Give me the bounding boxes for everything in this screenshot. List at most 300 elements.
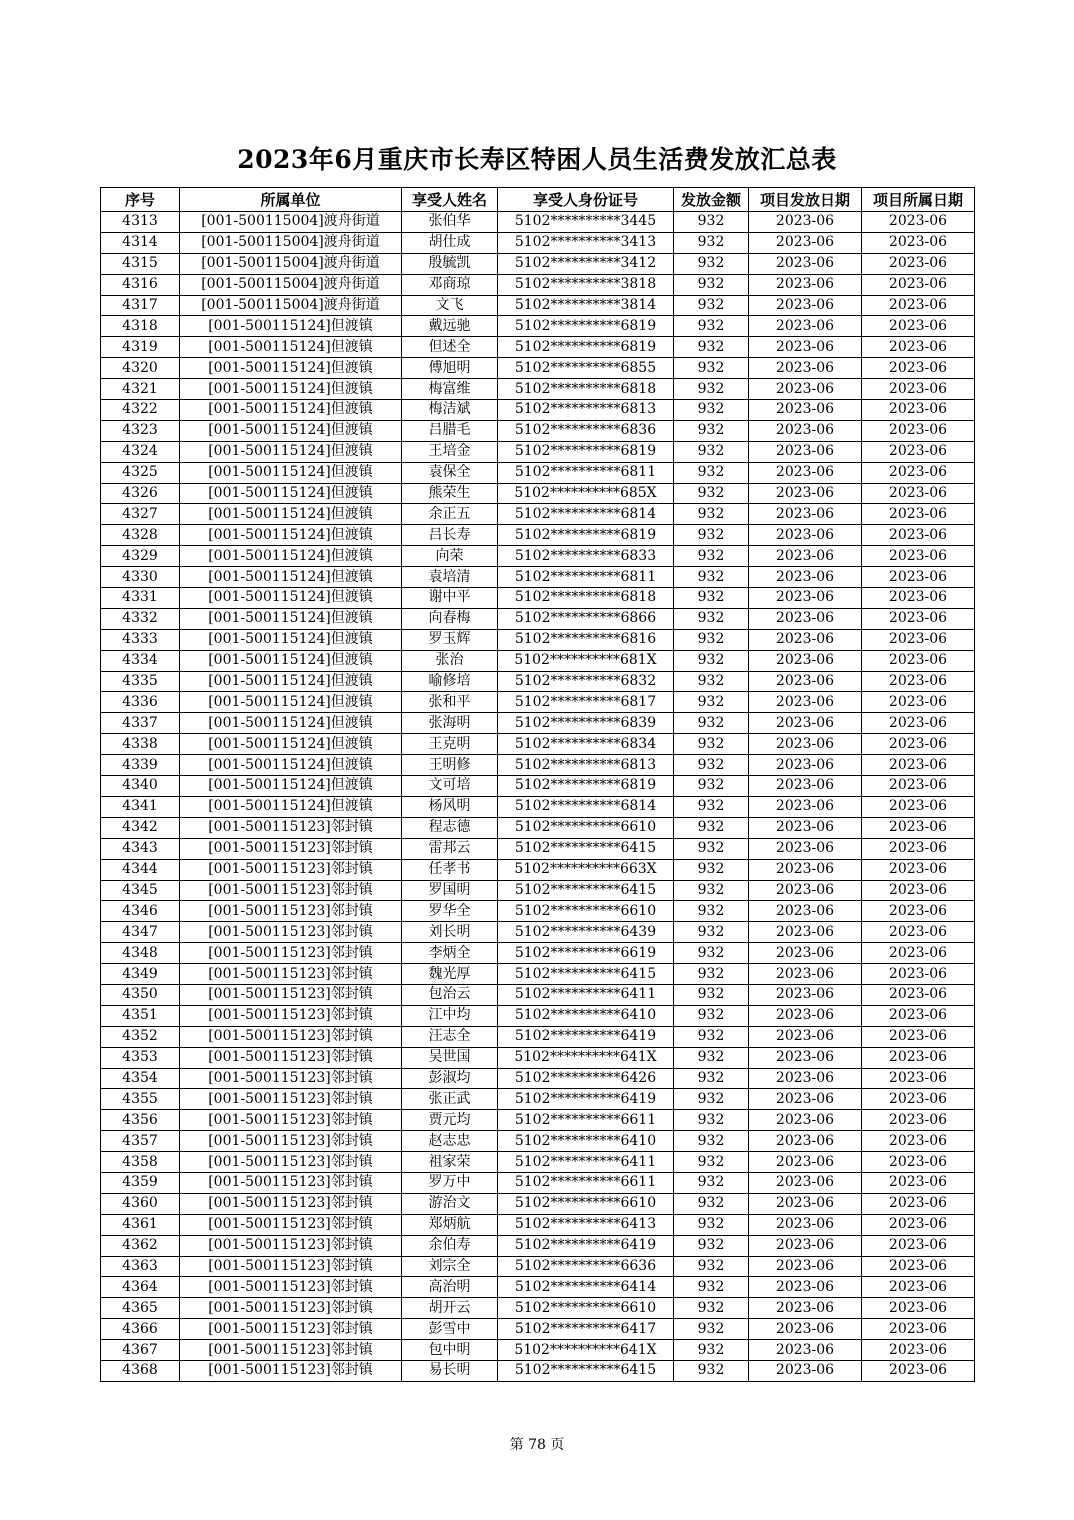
cell-col-amount: 932 [674, 462, 749, 483]
cell-col-issue-date: 2023-06 [749, 838, 862, 859]
cell-col-name: 赵志忠 [402, 1131, 498, 1152]
cell-col-index: 4337 [101, 713, 180, 734]
cell-col-unit: [001-500115124]但渡镇 [180, 755, 402, 776]
cell-col-unit: [001-500115123]邻封镇 [180, 838, 402, 859]
table-row [101, 546, 975, 567]
table-row [101, 943, 975, 964]
cell-col-index: 4320 [101, 358, 180, 379]
cell-col-amount: 932 [674, 1152, 749, 1173]
cell-col-index: 4330 [101, 567, 180, 588]
cell-col-name: 傅旭明 [402, 358, 498, 379]
header-col-period-date: 项目所属日期 [862, 188, 975, 212]
cell-col-amount: 932 [674, 1172, 749, 1193]
cell-col-period-date: 2023-06 [862, 608, 975, 629]
cell-col-index: 4313 [101, 212, 180, 233]
cell-col-unit: [001-500115123]邻封镇 [180, 901, 402, 922]
cell-col-issue-date: 2023-06 [749, 964, 862, 985]
cell-col-period-date: 2023-06 [862, 295, 975, 316]
cell-col-unit: [001-500115123]邻封镇 [180, 817, 402, 838]
table-row [101, 838, 975, 859]
cell-col-issue-date: 2023-06 [749, 1277, 862, 1298]
cell-col-period-date: 2023-06 [862, 1047, 975, 1068]
page-number: 第 78 页 [509, 1437, 565, 1453]
cell-col-period-date: 2023-06 [862, 776, 975, 797]
cell-col-issue-date: 2023-06 [749, 671, 862, 692]
cell-col-id-number: 5102**********6866 [498, 608, 674, 629]
cell-col-period-date: 2023-06 [862, 1360, 975, 1381]
cell-col-amount: 932 [674, 212, 749, 233]
cell-col-amount: 932 [674, 776, 749, 797]
cell-col-period-date: 2023-06 [862, 1026, 975, 1047]
table-row [101, 671, 975, 692]
cell-col-unit: [001-500115123]邻封镇 [180, 1068, 402, 1089]
cell-col-index: 4322 [101, 400, 180, 421]
cell-col-issue-date: 2023-06 [749, 462, 862, 483]
cell-col-issue-date: 2023-06 [749, 253, 862, 274]
table-row [101, 984, 975, 1005]
cell-col-period-date: 2023-06 [862, 1131, 975, 1152]
cell-col-index: 4348 [101, 943, 180, 964]
cell-col-index: 4365 [101, 1298, 180, 1319]
table-row [101, 379, 975, 400]
cell-col-name: 梅富维 [402, 379, 498, 400]
cell-col-amount: 932 [674, 546, 749, 567]
cell-col-period-date: 2023-06 [862, 629, 975, 650]
cell-col-issue-date: 2023-06 [749, 1089, 862, 1110]
table-row [101, 358, 975, 379]
cell-col-name: 戴远驰 [402, 316, 498, 337]
cell-col-unit: [001-500115123]邻封镇 [180, 1152, 402, 1173]
cell-col-id-number: 5102**********6414 [498, 1277, 674, 1298]
cell-col-amount: 932 [674, 441, 749, 462]
cell-col-index: 4321 [101, 379, 180, 400]
cell-col-amount: 932 [674, 901, 749, 922]
table-row [101, 567, 975, 588]
cell-col-index: 4360 [101, 1193, 180, 1214]
table-row [101, 337, 975, 358]
cell-col-index: 4356 [101, 1110, 180, 1131]
cell-col-unit: [001-500115124]但渡镇 [180, 316, 402, 337]
table-row [101, 1089, 975, 1110]
cell-col-amount: 932 [674, 400, 749, 421]
cell-col-period-date: 2023-06 [862, 337, 975, 358]
cell-col-unit: [001-500115123]邻封镇 [180, 984, 402, 1005]
cell-col-name: 文飞 [402, 295, 498, 316]
table-row [101, 1340, 975, 1361]
cell-col-amount: 932 [674, 984, 749, 1005]
cell-col-name: 吕腊毛 [402, 420, 498, 441]
table-row [101, 1298, 975, 1319]
cell-col-issue-date: 2023-06 [749, 212, 862, 233]
cell-col-unit: [001-500115123]邻封镇 [180, 1256, 402, 1277]
cell-col-issue-date: 2023-06 [749, 629, 862, 650]
cell-col-period-date: 2023-06 [862, 713, 975, 734]
cell-col-amount: 932 [674, 525, 749, 546]
cell-col-period-date: 2023-06 [862, 755, 975, 776]
cell-col-unit: [001-500115123]邻封镇 [180, 1340, 402, 1361]
cell-col-amount: 932 [674, 567, 749, 588]
table-row [101, 483, 975, 504]
cell-col-id-number: 5102**********6839 [498, 713, 674, 734]
cell-col-id-number: 5102**********3818 [498, 274, 674, 295]
cell-col-period-date: 2023-06 [862, 1089, 975, 1110]
table-row [101, 504, 975, 525]
cell-col-unit: [001-500115123]邻封镇 [180, 1089, 402, 1110]
table-row [101, 316, 975, 337]
cell-col-id-number: 5102**********6834 [498, 734, 674, 755]
cell-col-period-date: 2023-06 [862, 379, 975, 400]
cell-col-name: 魏光厚 [402, 964, 498, 985]
cell-col-index: 4357 [101, 1131, 180, 1152]
cell-col-id-number: 5102**********6816 [498, 629, 674, 650]
cell-col-unit: [001-500115123]邻封镇 [180, 1131, 402, 1152]
cell-col-name: 吕长寿 [402, 525, 498, 546]
cell-col-id-number: 5102**********6419 [498, 1089, 674, 1110]
cell-col-unit: [001-500115123]邻封镇 [180, 1005, 402, 1026]
cell-col-index: 4331 [101, 588, 180, 609]
cell-col-unit: [001-500115123]邻封镇 [180, 1235, 402, 1256]
cell-col-name: 袁保全 [402, 462, 498, 483]
cell-col-issue-date: 2023-06 [749, 1193, 862, 1214]
table-row [101, 274, 975, 295]
cell-col-period-date: 2023-06 [862, 964, 975, 985]
cell-col-unit: [001-500115123]邻封镇 [180, 943, 402, 964]
table-row [101, 1319, 975, 1340]
cell-col-name: 雷邦云 [402, 838, 498, 859]
cell-col-issue-date: 2023-06 [749, 776, 862, 797]
table-row [101, 901, 975, 922]
cell-col-period-date: 2023-06 [862, 1340, 975, 1361]
cell-col-issue-date: 2023-06 [749, 295, 862, 316]
cell-col-issue-date: 2023-06 [749, 588, 862, 609]
cell-col-amount: 932 [674, 692, 749, 713]
cell-col-index: 4335 [101, 671, 180, 692]
cell-col-amount: 932 [674, 1110, 749, 1131]
cell-col-issue-date: 2023-06 [749, 692, 862, 713]
cell-col-id-number: 5102**********681X [498, 650, 674, 671]
cell-col-period-date: 2023-06 [862, 588, 975, 609]
cell-col-unit: [001-500115123]邻封镇 [180, 1193, 402, 1214]
cell-col-unit: [001-500115124]但渡镇 [180, 379, 402, 400]
cell-col-index: 4352 [101, 1026, 180, 1047]
cell-col-id-number: 5102**********6832 [498, 671, 674, 692]
cell-col-id-number: 5102**********663X [498, 859, 674, 880]
cell-col-id-number: 5102**********6814 [498, 504, 674, 525]
cell-col-amount: 932 [674, 1256, 749, 1277]
cell-col-name: 游治文 [402, 1193, 498, 1214]
cell-col-index: 4349 [101, 964, 180, 985]
cell-col-name: 高治明 [402, 1277, 498, 1298]
cell-col-period-date: 2023-06 [862, 1068, 975, 1089]
cell-col-unit: [001-500115123]邻封镇 [180, 1319, 402, 1340]
cell-col-name: 杨风明 [402, 796, 498, 817]
cell-col-index: 4333 [101, 629, 180, 650]
cell-col-unit: [001-500115124]但渡镇 [180, 400, 402, 421]
cell-col-name: 罗华全 [402, 901, 498, 922]
table-row [101, 755, 975, 776]
cell-col-name: 向荣 [402, 546, 498, 567]
cell-col-unit: [001-500115123]邻封镇 [180, 1026, 402, 1047]
cell-col-unit: [001-500115123]邻封镇 [180, 1110, 402, 1131]
cell-col-period-date: 2023-06 [862, 692, 975, 713]
cell-col-unit: [001-500115004]渡舟街道 [180, 253, 402, 274]
cell-col-unit: [001-500115124]但渡镇 [180, 420, 402, 441]
cell-col-index: 4367 [101, 1340, 180, 1361]
cell-col-unit: [001-500115004]渡舟街道 [180, 232, 402, 253]
cell-col-amount: 932 [674, 1131, 749, 1152]
cell-col-period-date: 2023-06 [862, 1319, 975, 1340]
cell-col-id-number: 5102**********6811 [498, 567, 674, 588]
cell-col-unit: [001-500115123]邻封镇 [180, 859, 402, 880]
cell-col-unit: [001-500115124]但渡镇 [180, 650, 402, 671]
cell-col-period-date: 2023-06 [862, 212, 975, 233]
cell-col-issue-date: 2023-06 [749, 567, 862, 588]
cell-col-period-date: 2023-06 [862, 859, 975, 880]
cell-col-unit: [001-500115004]渡舟街道 [180, 295, 402, 316]
cell-col-index: 4332 [101, 608, 180, 629]
cell-col-name: 贾元均 [402, 1110, 498, 1131]
cell-col-issue-date: 2023-06 [749, 1172, 862, 1193]
cell-col-issue-date: 2023-06 [749, 1319, 862, 1340]
cell-col-period-date: 2023-06 [862, 462, 975, 483]
cell-col-id-number: 5102**********6610 [498, 817, 674, 838]
cell-col-index: 4315 [101, 253, 180, 274]
cell-col-amount: 932 [674, 1068, 749, 1089]
cell-col-unit: [001-500115123]邻封镇 [180, 1277, 402, 1298]
cell-col-amount: 932 [674, 1277, 749, 1298]
cell-col-issue-date: 2023-06 [749, 1298, 862, 1319]
cell-col-amount: 932 [674, 964, 749, 985]
cell-col-id-number: 5102**********6836 [498, 420, 674, 441]
cell-col-id-number: 5102**********6419 [498, 1235, 674, 1256]
table-row [101, 608, 975, 629]
cell-col-index: 4351 [101, 1005, 180, 1026]
cell-col-index: 4347 [101, 922, 180, 943]
table-row [101, 859, 975, 880]
table-row [101, 692, 975, 713]
cell-col-id-number: 5102**********6413 [498, 1214, 674, 1235]
cell-col-id-number: 5102**********6814 [498, 796, 674, 817]
cell-col-id-number: 5102**********6819 [498, 441, 674, 462]
cell-col-index: 4329 [101, 546, 180, 567]
cell-col-index: 4316 [101, 274, 180, 295]
cell-col-index: 4343 [101, 838, 180, 859]
cell-col-period-date: 2023-06 [862, 400, 975, 421]
table-row [101, 420, 975, 441]
cell-col-index: 4317 [101, 295, 180, 316]
cell-col-issue-date: 2023-06 [749, 608, 862, 629]
cell-col-amount: 932 [674, 358, 749, 379]
cell-col-amount: 932 [674, 274, 749, 295]
cell-col-id-number: 5102**********6415 [498, 880, 674, 901]
cell-col-period-date: 2023-06 [862, 1005, 975, 1026]
cell-col-index: 4327 [101, 504, 180, 525]
header-col-amount: 发放金额 [674, 188, 749, 212]
table-row [101, 253, 975, 274]
cell-col-index: 4338 [101, 734, 180, 755]
cell-col-id-number: 5102**********6611 [498, 1110, 674, 1131]
cell-col-issue-date: 2023-06 [749, 984, 862, 1005]
cell-col-name: 罗万中 [402, 1172, 498, 1193]
cell-col-id-number: 5102**********6813 [498, 400, 674, 421]
cell-col-index: 4342 [101, 817, 180, 838]
cell-col-amount: 932 [674, 504, 749, 525]
cell-col-period-date: 2023-06 [862, 1110, 975, 1131]
cell-col-index: 4340 [101, 776, 180, 797]
table-row [101, 295, 975, 316]
cell-col-name: 易长明 [402, 1360, 498, 1381]
cell-col-period-date: 2023-06 [862, 253, 975, 274]
cell-col-amount: 932 [674, 1360, 749, 1381]
cell-col-name: 包治云 [402, 984, 498, 1005]
cell-col-name: 罗玉辉 [402, 629, 498, 650]
cell-col-unit: [001-500115123]邻封镇 [180, 1172, 402, 1193]
cell-col-period-date: 2023-06 [862, 943, 975, 964]
cell-col-amount: 932 [674, 483, 749, 504]
cell-col-issue-date: 2023-06 [749, 420, 862, 441]
cell-col-id-number: 5102**********3412 [498, 253, 674, 274]
cell-col-period-date: 2023-06 [862, 796, 975, 817]
cell-col-unit: [001-500115124]但渡镇 [180, 462, 402, 483]
header-col-name: 享受人姓名 [402, 188, 498, 212]
cell-col-amount: 932 [674, 629, 749, 650]
cell-col-issue-date: 2023-06 [749, 316, 862, 337]
table-row [101, 1277, 975, 1298]
cell-col-amount: 932 [674, 379, 749, 400]
cell-col-id-number: 5102**********6610 [498, 1193, 674, 1214]
cell-col-index: 4364 [101, 1277, 180, 1298]
cell-col-id-number: 5102**********641X [498, 1340, 674, 1361]
cell-col-unit: [001-500115124]但渡镇 [180, 337, 402, 358]
cell-col-name: 殷毓凯 [402, 253, 498, 274]
cell-col-name: 张治 [402, 650, 498, 671]
cell-col-period-date: 2023-06 [862, 922, 975, 943]
cell-col-period-date: 2023-06 [862, 650, 975, 671]
table-row [101, 525, 975, 546]
summary-table [100, 187, 975, 1382]
cell-col-id-number: 5102**********6417 [498, 1319, 674, 1340]
cell-col-index: 4324 [101, 441, 180, 462]
cell-col-id-number: 5102**********6818 [498, 379, 674, 400]
cell-col-name: 祖家荣 [402, 1152, 498, 1173]
table-row [101, 964, 975, 985]
cell-col-unit: [001-500115124]但渡镇 [180, 629, 402, 650]
table-row [101, 1152, 975, 1173]
table-row [101, 1047, 975, 1068]
cell-col-id-number: 5102**********6817 [498, 692, 674, 713]
cell-col-issue-date: 2023-06 [749, 817, 862, 838]
cell-col-unit: [001-500115124]但渡镇 [180, 358, 402, 379]
cell-col-id-number: 5102**********685X [498, 483, 674, 504]
cell-col-amount: 932 [674, 1214, 749, 1235]
cell-col-id-number: 5102**********6611 [498, 1172, 674, 1193]
table-row [101, 734, 975, 755]
cell-col-issue-date: 2023-06 [749, 922, 862, 943]
cell-col-issue-date: 2023-06 [749, 1340, 862, 1361]
cell-col-index: 4366 [101, 1319, 180, 1340]
cell-col-id-number: 5102**********6610 [498, 1298, 674, 1319]
cell-col-amount: 932 [674, 734, 749, 755]
cell-col-issue-date: 2023-06 [749, 1214, 862, 1235]
cell-col-period-date: 2023-06 [862, 316, 975, 337]
cell-col-name: 郑炳航 [402, 1214, 498, 1235]
cell-col-index: 4326 [101, 483, 180, 504]
cell-col-issue-date: 2023-06 [749, 1026, 862, 1047]
cell-col-issue-date: 2023-06 [749, 796, 862, 817]
table-row [101, 588, 975, 609]
cell-col-id-number: 5102**********6419 [498, 1026, 674, 1047]
cell-col-unit: [001-500115004]渡舟街道 [180, 212, 402, 233]
cell-col-unit: [001-500115004]渡舟街道 [180, 274, 402, 295]
table-row [101, 1172, 975, 1193]
cell-col-issue-date: 2023-06 [749, 880, 862, 901]
table-row [101, 400, 975, 421]
cell-col-amount: 932 [674, 943, 749, 964]
cell-col-issue-date: 2023-06 [749, 859, 862, 880]
cell-col-index: 4362 [101, 1235, 180, 1256]
cell-col-amount: 932 [674, 922, 749, 943]
cell-col-id-number: 5102**********6411 [498, 984, 674, 1005]
cell-col-name: 但述全 [402, 337, 498, 358]
cell-col-index: 4318 [101, 316, 180, 337]
cell-col-index: 4325 [101, 462, 180, 483]
cell-col-unit: [001-500115124]但渡镇 [180, 441, 402, 462]
cell-col-amount: 932 [674, 1235, 749, 1256]
cell-col-amount: 932 [674, 1089, 749, 1110]
cell-col-amount: 932 [674, 253, 749, 274]
cell-col-unit: [001-500115124]但渡镇 [180, 504, 402, 525]
cell-col-name: 李炳全 [402, 943, 498, 964]
cell-col-id-number: 5102**********641X [498, 1047, 674, 1068]
cell-col-name: 张正武 [402, 1089, 498, 1110]
cell-col-name: 王明修 [402, 755, 498, 776]
cell-col-issue-date: 2023-06 [749, 379, 862, 400]
cell-col-name: 袁培清 [402, 567, 498, 588]
cell-col-issue-date: 2023-06 [749, 1131, 862, 1152]
cell-col-name: 邓商琼 [402, 274, 498, 295]
cell-col-amount: 932 [674, 650, 749, 671]
table-row [101, 462, 975, 483]
cell-col-name: 向春梅 [402, 608, 498, 629]
cell-col-unit: [001-500115124]但渡镇 [180, 588, 402, 609]
cell-col-name: 喻修培 [402, 671, 498, 692]
cell-col-issue-date: 2023-06 [749, 901, 862, 922]
table-row [101, 650, 975, 671]
cell-col-name: 谢中平 [402, 588, 498, 609]
cell-col-issue-date: 2023-06 [749, 358, 862, 379]
cell-col-index: 4339 [101, 755, 180, 776]
table-row [101, 629, 975, 650]
cell-col-index: 4319 [101, 337, 180, 358]
cell-col-unit: [001-500115123]邻封镇 [180, 1298, 402, 1319]
cell-col-index: 4350 [101, 984, 180, 1005]
cell-col-index: 4359 [101, 1172, 180, 1193]
cell-col-period-date: 2023-06 [862, 483, 975, 504]
cell-col-id-number: 5102**********6426 [498, 1068, 674, 1089]
cell-col-index: 4354 [101, 1068, 180, 1089]
cell-col-amount: 932 [674, 1298, 749, 1319]
cell-col-name: 余伯寿 [402, 1235, 498, 1256]
cell-col-amount: 932 [674, 880, 749, 901]
cell-col-name: 熊荣生 [402, 483, 498, 504]
table-row [101, 1360, 975, 1381]
cell-col-id-number: 5102**********6410 [498, 1005, 674, 1026]
header-col-issue-date: 项目发放日期 [749, 188, 862, 212]
cell-col-amount: 932 [674, 713, 749, 734]
cell-col-index: 4336 [101, 692, 180, 713]
cell-col-unit: [001-500115124]但渡镇 [180, 546, 402, 567]
cell-col-index: 4353 [101, 1047, 180, 1068]
